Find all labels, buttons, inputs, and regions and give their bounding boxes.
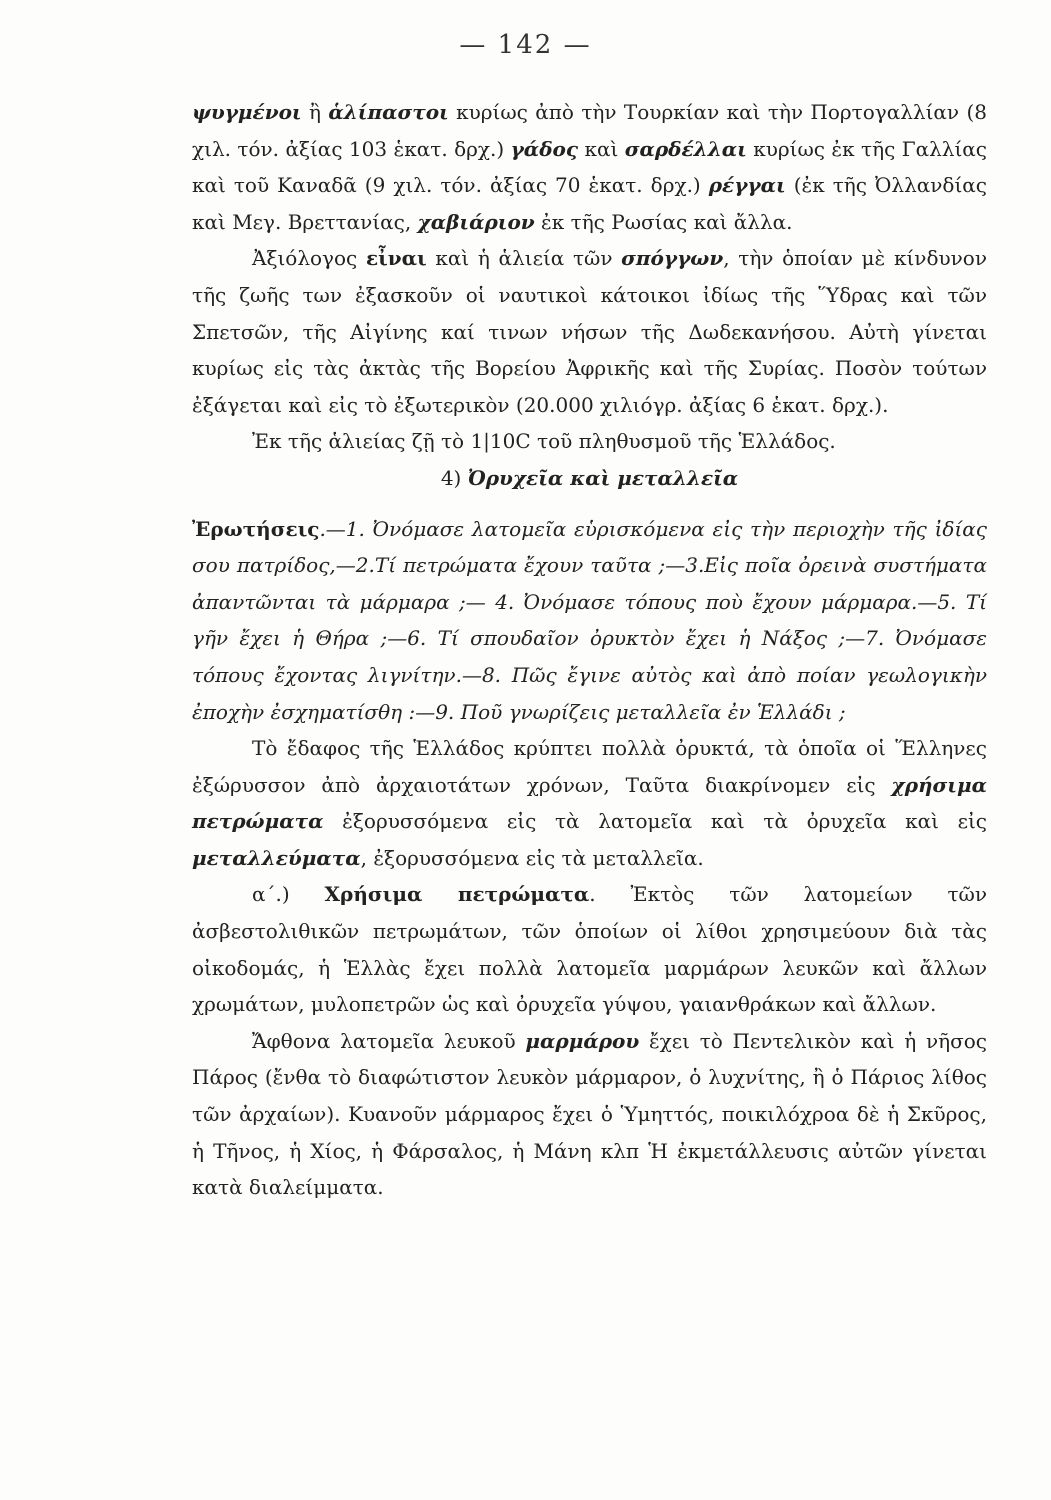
paragraph-sponge-fishing bbox=[192, 240, 987, 423]
p1-segment: κυρίως ἀπὸ τὴν Τουρκίαν καὶ τὴν Πορτογαλλίαν (8 χιλ. τόν. ἀξίας 103 ἑκατ. δρχ.) bbox=[192, 100, 987, 161]
p1-segment: χαβιάριον bbox=[417, 209, 535, 234]
p5-segment: ἐξορυσσόμενα εἰς τὰ λατομεῖα καὶ τὰ ὀρυχεῖα καὶ εἰς bbox=[323, 809, 987, 834]
paragraph-fish-imports bbox=[192, 94, 987, 240]
paragraph-minerals bbox=[192, 730, 987, 876]
paragraph-fishing-population bbox=[192, 423, 987, 460]
questions-paragraph bbox=[192, 511, 987, 731]
p7-segment: μαρμάρου bbox=[525, 1028, 640, 1053]
p2-segment: Ἀξιόλογος bbox=[252, 246, 366, 271]
p1-segment: καὶ bbox=[578, 136, 625, 161]
p5-segment: χρήσιμα πετρώματα bbox=[192, 772, 987, 834]
p1-segment: ἁλίπαστοι bbox=[328, 100, 449, 124]
p1-segment: ρέγγαι bbox=[708, 173, 786, 198]
paragraph-useful-rocks bbox=[192, 876, 987, 1022]
p1-segment: (ἐκ τῆς Ὀλλανδίας καὶ Μεγ. Βρεττανίας, bbox=[192, 173, 987, 234]
p5-segment: Τὸ ἔδαφος τῆς Ἑλλάδος κρύπτει πολλὰ ὀρυκτά, τὰ ὁποῖα οἱ Ἕλληνες ἐξώρυσσον ἀπὸ ἀρχαιοτάτων χρόνων, Ταῦτα διακρίνομεν εἰς bbox=[192, 736, 987, 797]
p1-segment: σαρδέλλαι bbox=[624, 136, 747, 161]
p1-segment: ψυγμένοι bbox=[192, 100, 302, 124]
p7-segment: ἔχει τὸ Πεντελικὸν καὶ ἡ νῆσος Πάρος (ἔνθα τὸ διαφώτιστον λευκὸν μάρμαρον, ὁ λυχνίτης, ἢ ὁ Πάριος λίθος τῶν ἀρχαίων). Κυανοῦν μάρμαρος ἔχει ὁ Ὑμηττός, ποικιλόχροα δὲ ἡ Σκῦρος, ἡ Τῆνος, ἡ Χίος, ἡ Φάρσαλος, ἡ Μάνη κλπ Ἡ ἐκμετάλλευσις αὐτῶν γίνεται κατὰ διαλείμματα. bbox=[192, 1028, 987, 1200]
p2-segment: σπόγγων bbox=[621, 246, 724, 271]
p1-segment: γάδος bbox=[510, 136, 579, 161]
p3-segment: Ἐκ τῆς ἁλιείας ζῇ τὸ 1|10C τοῦ πληθυσμοῦ τῆς Ἑλλάδος. bbox=[252, 429, 836, 454]
p1-segment: ἢ bbox=[301, 100, 329, 124]
p2-segment: , τὴν ὁποίαν μὲ κίνδυνον τῆς ζωῆς των ἐξασκοῦν οἱ ναυτικοὶ κάτοικοι ἰδίως τῆς Ὕδρας καὶ τῶν Σπετσῶν, τῆς Αἰγίνης καί τινων νήσων τῆς Δωδεκανήσου. Αὐτὴ γίνεται κυρίως εἰς τὰς ἀκτὰς τῆς Βορείου Ἀφρικῆς καὶ τῆς Συρίας. Ποσὸν τούτων ἐξάγεται καὶ εἰς τὸ ἐξωτερικὸν (20.000 χιλιόγρ. ἀξίας 6 ἑκατ. δρχ.). bbox=[192, 246, 987, 417]
p2-segment: εἶναι bbox=[365, 246, 427, 271]
heading-segment: 4) bbox=[440, 465, 468, 490]
page-number: — 142 — bbox=[459, 30, 592, 60]
p6-segment: α΄.) bbox=[252, 882, 325, 907]
section-heading bbox=[192, 460, 987, 497]
p7-segment: Ἄφθονα λατομεῖα λευκοῦ bbox=[252, 1028, 526, 1053]
p6-segment: . Ἐκτὸς τῶν λατομείων τῶν ἀσβεστολιθικῶν πετρωμάτων, τῶν ὁποίων οἱ λίθοι χρησιμεύουν διὰ τὰς οἰκοδομάς, ἡ Ἑλλὰς ἔχει πολλὰ λατομεῖα μαρμάρων λευκῶν καὶ ἄλλων χρωμάτων, μυλοπετρῶν ὡς καὶ ὀρυχεῖα γύψου, γαιανθράκων καὶ ἄλλων. bbox=[192, 882, 987, 1017]
p4-segment: Ἐρωτήσεις bbox=[192, 516, 320, 541]
p2-segment: καὶ ἡ ἁλιεία τῶν bbox=[426, 246, 622, 271]
heading-segment: Ὀρυχεῖα καὶ μεταλλεῖα bbox=[467, 465, 739, 490]
p4-segment: .—1. Ὀνόμασε λατομεῖα εὑρισκόμενα εἰς τὴν περιοχὴν τῆς ἰδίας σου πατρίδος,—2.Τί πετρώματα ἔχουν ταῦτα ;—3.Εἰς ποῖα ὀρεινὰ συστήματα ἀπαντῶνται τὰ μάρμαρα ;— 4. Ὀνόμασε τόπους ποὺ ἔχουν μάρμαρα.—5. Τί γῆν ἔχει ἡ Θήρα ;—6. Τί σπουδαῖον ὀρυκτὸν ἔχει ἡ Νάξος ;—7. Ὀνόμασε τόπους ἔχοντας λιγνίτην.—8. Πῶς ἔγινε αὐτὸς καὶ ἀπὸ ποίαν γεωλογικὴν ἐποχὴν ἐσχηματίσθη :—9. Ποῦ γνωρίζεις μεταλλεῖα ἐν Ἑλλάδι ; bbox=[192, 516, 987, 724]
p1-segment: ἐκ τῆς Ρωσίας καὶ ἄλλα. bbox=[534, 209, 793, 234]
p5-segment: , ἐξορυσσόμενα εἰς τὰ μεταλλεῖα. bbox=[360, 845, 704, 870]
paragraph-marble bbox=[192, 1023, 987, 1206]
spacer bbox=[192, 497, 987, 511]
p5-segment: μεταλλεύματα bbox=[192, 845, 361, 870]
body-text bbox=[192, 94, 987, 1206]
p1-segment: κυρίως ἐκ τῆς Γαλλίας καὶ τοῦ Καναδᾶ (9 χιλ. τόν. ἀξίας 70 ἑκατ. δρχ.) bbox=[192, 136, 987, 198]
p6-segment: Χρήσιμα πετρώματα bbox=[324, 882, 590, 907]
